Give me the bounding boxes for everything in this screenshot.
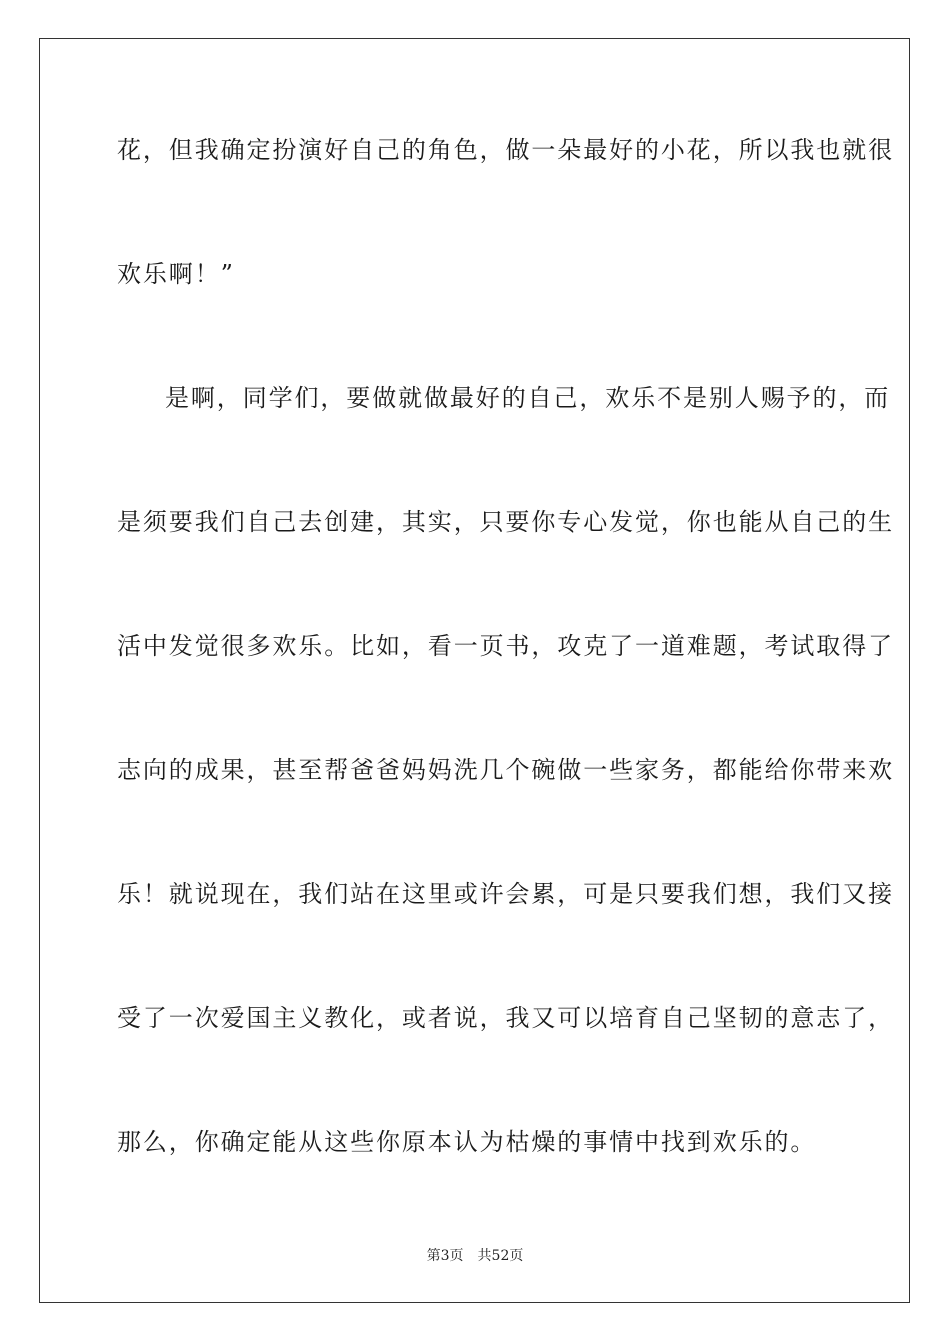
- text-line-9: 那么，你确定能从这些你原本认为枯燥的事情中找到欢乐的。: [117, 1128, 817, 1156]
- page-border: [39, 38, 910, 1303]
- text-line-3: 是啊，同学们，要做就做最好的自己，欢乐不是别人赐予的，而: [165, 384, 891, 412]
- text-line-4: 是须要我们自己去创建，其实，只要你专心发觉，你也能从自己的生: [117, 508, 894, 536]
- text-line-1: 花，但我确定扮演好自己的角色，做一朵最好的小花，所以我也就很: [117, 136, 894, 164]
- text-line-2: 欢乐啊！”: [117, 260, 235, 288]
- text-line-6: 志向的成果，甚至帮爸爸妈妈洗几个碗做一些家务，都能给你带来欢: [117, 756, 894, 784]
- text-line-5: 活中发觉很多欢乐。比如，看一页书，攻克了一道难题，考试取得了: [117, 632, 894, 660]
- text-line-7: 乐！就说现在，我们站在这里或许会累，可是只要我们想，我们又接: [117, 880, 894, 908]
- text-line-8: 受了一次爱国主义教化，或者说，我又可以培育自己坚韧的意志了，: [117, 1004, 894, 1032]
- page-number-footer: 第3页 共52页: [426, 1248, 524, 1264]
